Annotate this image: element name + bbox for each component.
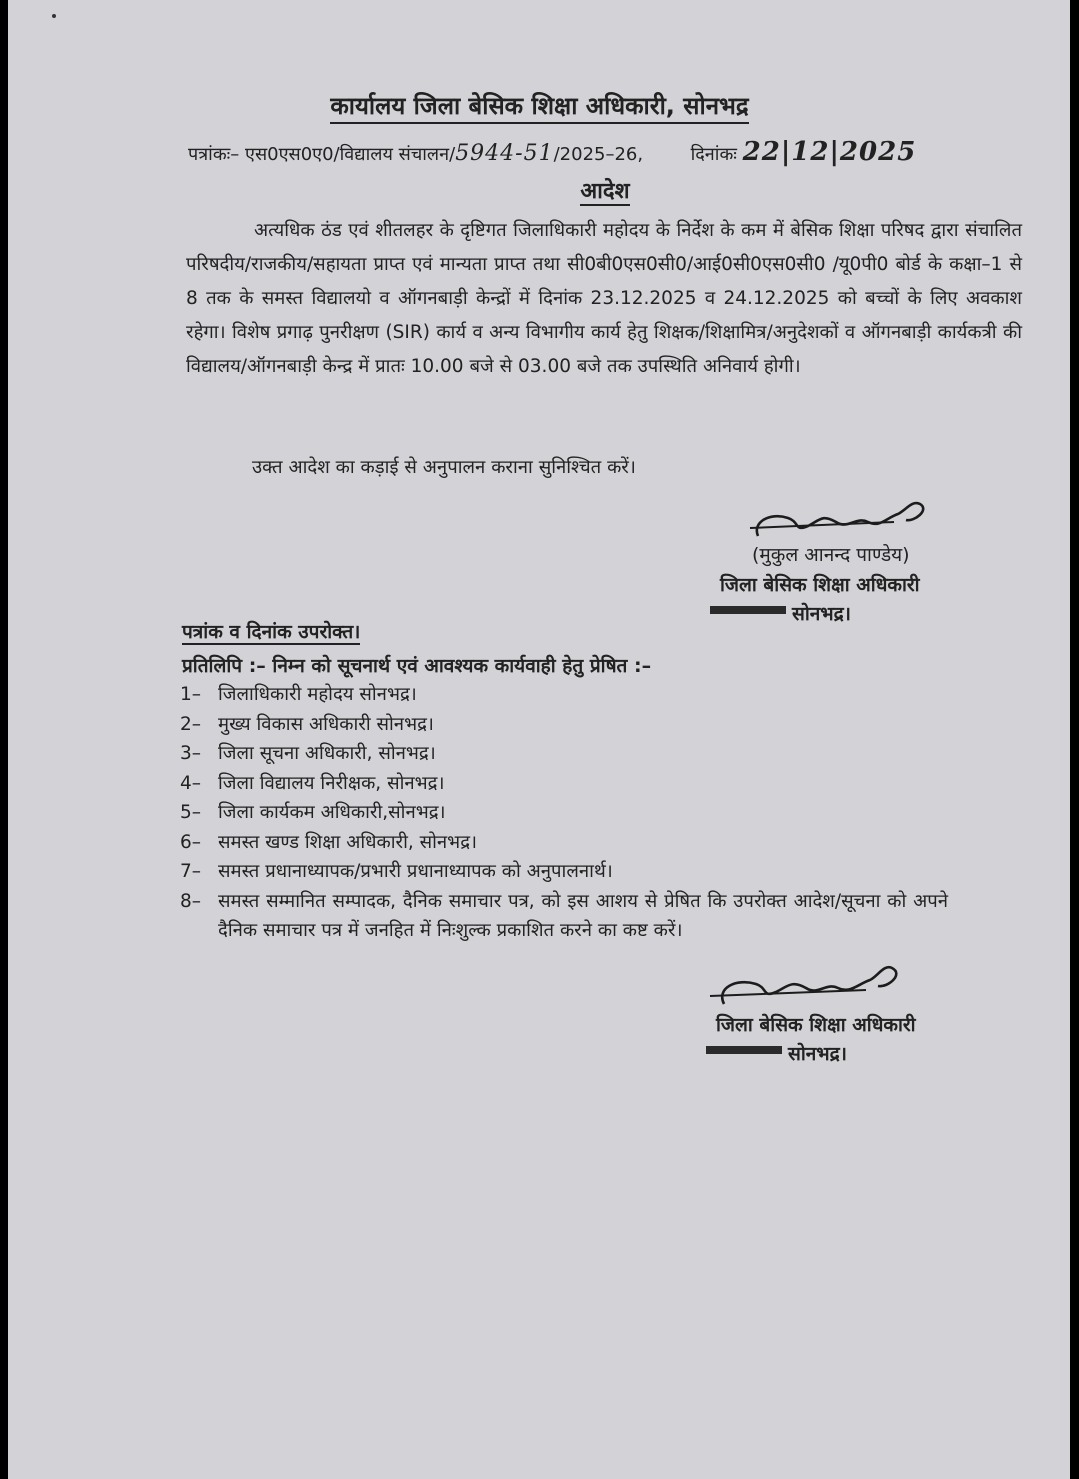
speck xyxy=(52,14,56,18)
reference-line xyxy=(188,137,917,167)
list-text: समस्त सम्मानित सम्पादक, दैनिक समाचार पत्र, को इस आशय से प्रेषित कि उपरोक्त आदेश/सूचना को अपने दैनिक समाचार पत्र में जनहित में निःशुल्क प्रकाशित करने का कष्ट करें। xyxy=(218,890,948,941)
closing-paragraph: उक्त आदेश का कड़ाई से अनुपालन कराना सुनिश्चित करें। xyxy=(252,457,636,478)
signatory-name: (मुकुल आनन्द पाण्डेय) xyxy=(752,544,910,566)
signatory-designation: जिला बेसिक शिक्षा अधिकारी xyxy=(720,574,920,596)
list-number: 3– xyxy=(180,743,202,764)
list-text: जिलाधिकारी महोदय सोनभद्र। xyxy=(218,684,417,705)
list-item xyxy=(180,798,980,828)
list-item xyxy=(180,769,980,799)
signature-mark-2 xyxy=(706,956,926,1016)
list-item xyxy=(180,857,980,887)
office-title xyxy=(0,94,1079,118)
list-item xyxy=(180,680,980,710)
list-item xyxy=(180,739,980,769)
list-number: 2– xyxy=(180,713,202,735)
reference-same xyxy=(182,620,360,644)
signatory2-designation: जिला बेसिक शिक्षा अधिकारी xyxy=(716,1014,916,1036)
office-title-text: कार्यालय जिला बेसिक शिक्षा अधिकारी, सोनभद्र xyxy=(330,92,748,124)
signatory2-place: सोनभद्र। xyxy=(788,1043,847,1065)
list-number: 6– xyxy=(180,831,202,853)
struck-text xyxy=(710,598,786,620)
copy-heading: प्रतिलिपि :– निम्न को सूचनार्थ एवं आवश्यक कार्यवाही हेतु प्रेषित :– xyxy=(182,655,652,677)
list-item xyxy=(180,887,948,946)
ref-prefix: पत्रांकः– एस0एस0ए0/विद्यालय संचालन/ xyxy=(188,144,456,165)
list-text: समस्त खण्ड शिक्षा अधिकारी, सोनभद्र। xyxy=(218,831,478,853)
copy-list xyxy=(180,680,980,946)
list-text: जिला विद्यालय निरीक्षक, सोनभद्र। xyxy=(218,772,445,794)
date-handwritten: 22|12|2025 xyxy=(742,137,917,167)
list-number: 8– xyxy=(180,890,202,912)
order-title xyxy=(0,180,1079,204)
order-body: अत्यधिक ठंड एवं शीतलहर के दृष्टिगत जिलाधिकारी महोदय के निर्देश के कम में बेसिक शिक्षा परिषद द्वारा संचालित परिषदीय/राजकीय/सहायता प्राप्त एवं मान्यता प्राप्त तथा सी0बी0एस0सी0/आई0सी0एस0सी0 /यू0पी0 बोर्ड के कक्षा–1 से 8 तक के समस्त विद्यालयो व ऑगनबाड़ी केन्द्रों में दिनांक 23.12.2025 व 24.12.2025 को बच्चों के लिए अवकाश रहेगा। विशेष प्रगाढ़ पुनरीक्षण (SIR) कार्य व अन्य विभागीय कार्य हेतु शिक्षक/शिक्षामित्र/अनुदेशकों व ऑगनबाड़ी कार्यकत्री की विद्यालय/ऑगनबाड़ी केन्द्र में प्रातः 10.00 बजे से 03.00 बजे तक उपस्थिति अनिवार्य होगी। xyxy=(186,220,1022,377)
list-text: समस्त प्रधानाध्यापक/प्रभारी प्रधानाध्यापक को अनुपालनार्थ। xyxy=(218,861,613,882)
ref-handwritten-number: 5944-51 xyxy=(455,141,554,166)
list-item xyxy=(180,710,980,740)
list-number: 1– xyxy=(180,684,202,705)
list-text: मुख्य विकास अधिकारी सोनभद्र। xyxy=(218,713,434,735)
list-number: 5– xyxy=(180,802,202,823)
date-label: दिनांकः xyxy=(690,144,737,165)
reference-same-text: पत्रांक व दिनांक उपरोक्त। xyxy=(182,621,361,643)
signature-mark xyxy=(744,492,944,548)
list-text: जिला कार्यकम अधिकारी,सोनभद्र। xyxy=(218,802,446,823)
struck-text-2 xyxy=(706,1038,782,1060)
list-item xyxy=(180,828,980,858)
order-title-text: आदेश xyxy=(580,179,630,204)
list-text: जिला सूचना अधिकारी, सोनभद्र। xyxy=(218,743,436,764)
list-number: 4– xyxy=(180,772,202,794)
ref-suffix: /2025–26, xyxy=(553,144,644,165)
signatory-place: सोनभद्र। xyxy=(792,603,851,625)
list-number: 7– xyxy=(180,861,202,882)
